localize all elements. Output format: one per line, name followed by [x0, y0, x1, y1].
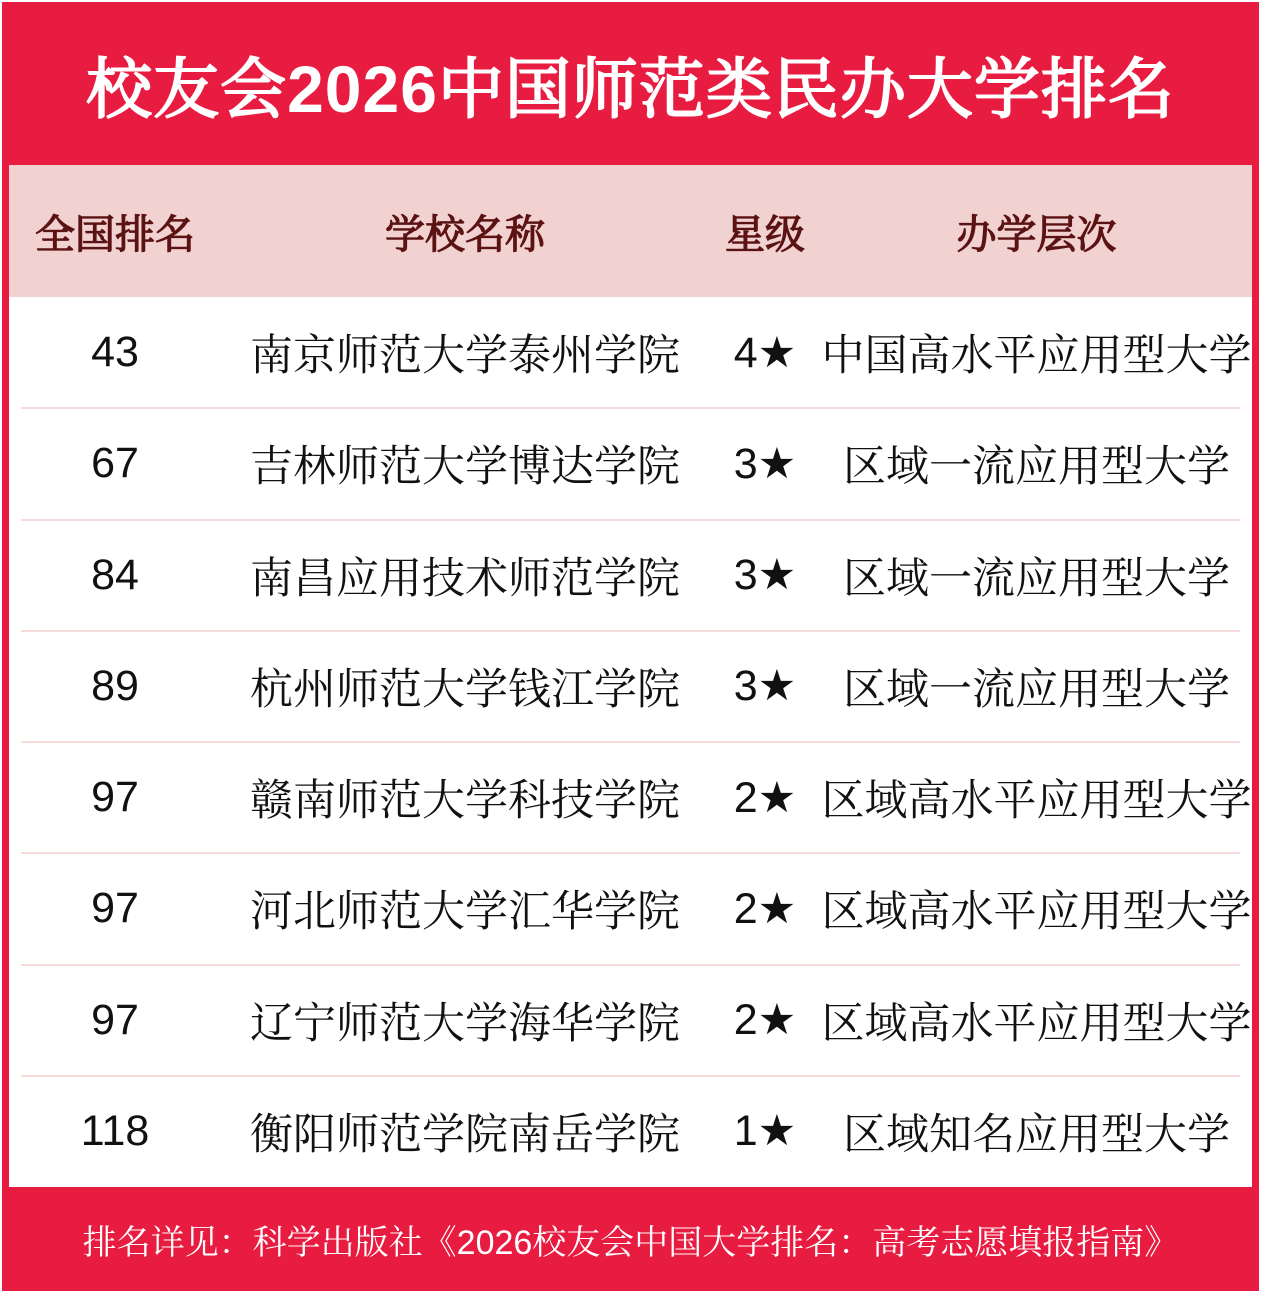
education-level-cell: 区域高水平应用型大学 — [821, 888, 1252, 937]
ranking-infographic — [2, 2, 1259, 1291]
rank-cell: 118 — [80, 1106, 150, 1155]
table-row — [9, 408, 1252, 519]
school-name-cell: 赣南师范大学科技学院 — [250, 777, 680, 826]
rank-cell: 97 — [91, 884, 139, 933]
education-level-cell: 区域高水平应用型大学 — [821, 777, 1252, 826]
star-rating-cell: 1★ — [733, 1107, 797, 1156]
table-row — [9, 742, 1252, 853]
star-rating-cell: 4★ — [733, 328, 797, 377]
school-name-cell: 南昌应用技术师范学院 — [250, 554, 680, 603]
table-header-row — [9, 165, 1252, 297]
table-row — [9, 853, 1252, 964]
column-header-star-rating: 星级 — [725, 212, 805, 257]
education-level-cell: 区域知名应用型大学 — [843, 1110, 1230, 1159]
table-body — [9, 297, 1252, 1187]
star-rating-cell: 3★ — [733, 662, 797, 711]
rank-cell: 97 — [91, 995, 139, 1044]
school-name-cell: 衡阳师范学院南岳学院 — [250, 1110, 680, 1159]
rank-cell: 84 — [91, 550, 139, 599]
ranking-table — [9, 165, 1252, 1187]
table-row — [9, 297, 1252, 408]
table-row — [9, 965, 1252, 1076]
school-name-cell: 河北师范大学汇华学院 — [250, 888, 680, 937]
column-header-school-name: 学校名称 — [385, 212, 545, 257]
school-name-cell: 吉林师范大学博达学院 — [250, 443, 680, 492]
star-rating-cell: 3★ — [733, 551, 797, 600]
table-row — [9, 631, 1252, 742]
footer-note: 排名详见：科学出版社《2026校友会中国大学排名：高考志愿填报指南》 — [82, 1223, 1179, 1262]
rank-cell: 43 — [91, 328, 139, 377]
rank-cell: 67 — [91, 439, 139, 488]
education-level-cell: 区域一流应用型大学 — [843, 665, 1230, 714]
education-level-cell: 中国高水平应用型大学 — [821, 332, 1252, 381]
rank-cell: 97 — [91, 773, 139, 822]
column-header-national-rank: 全国排名 — [35, 212, 195, 257]
school-name-cell: 辽宁师范大学海华学院 — [250, 999, 680, 1048]
star-rating-cell: 2★ — [733, 773, 797, 822]
star-rating-cell: 3★ — [733, 439, 797, 488]
education-level-cell: 区域一流应用型大学 — [843, 554, 1230, 603]
school-name-cell: 杭州师范大学钱江学院 — [250, 665, 680, 714]
column-header-education-level: 办学层次 — [956, 212, 1117, 257]
star-rating-cell: 2★ — [733, 996, 797, 1045]
star-rating-cell: 2★ — [733, 884, 797, 933]
table-row — [9, 520, 1252, 631]
page-title: 校友会2026中国师范类民办大学排名 — [86, 52, 1175, 126]
education-level-cell: 区域高水平应用型大学 — [821, 999, 1252, 1048]
rank-cell: 89 — [91, 661, 139, 710]
table-row — [9, 1076, 1252, 1187]
school-name-cell: 南京师范大学泰州学院 — [250, 332, 680, 381]
education-level-cell: 区域一流应用型大学 — [843, 443, 1230, 492]
